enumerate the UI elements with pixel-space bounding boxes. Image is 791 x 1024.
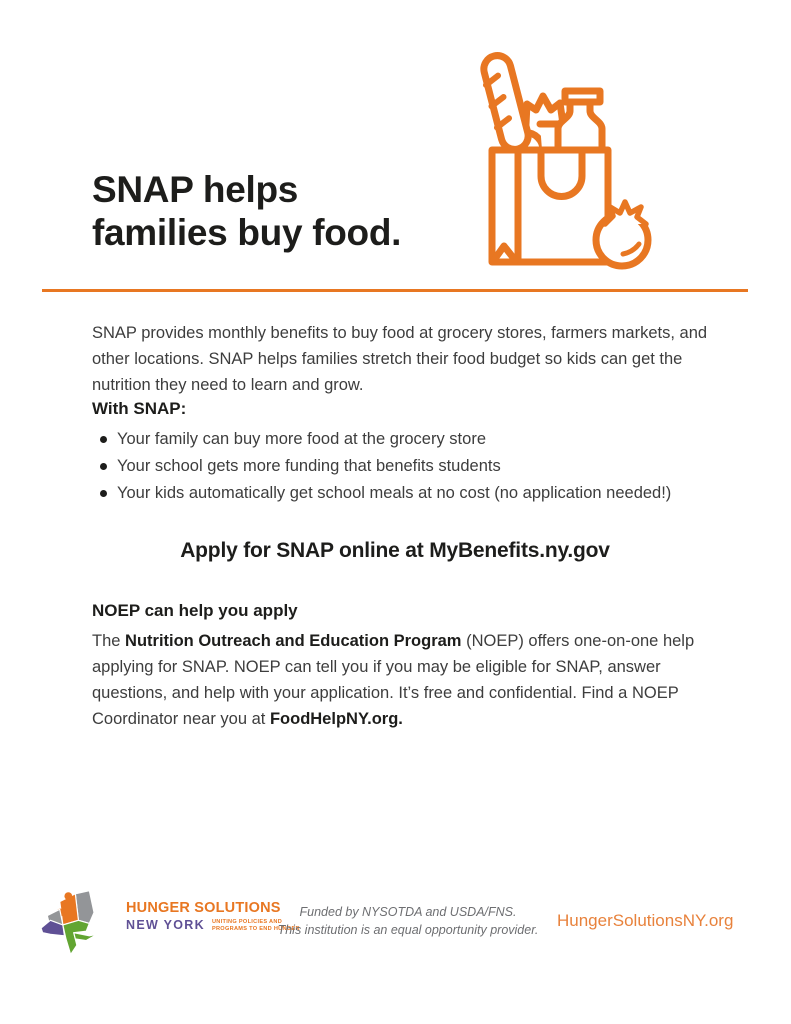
noep-foodhelp-url: FoodHelpNY.org. xyxy=(269,710,403,728)
website-link[interactable]: HungerSolutionsNY.org xyxy=(557,911,734,930)
list-item xyxy=(92,426,744,453)
snap-benefits-list xyxy=(92,426,744,507)
greens-icon xyxy=(526,96,563,124)
apply-online-callout: Apply for SNAP online at MyBenefits.ny.gov xyxy=(180,539,610,562)
bullet-dot xyxy=(100,463,107,470)
bullet-dot xyxy=(100,490,107,497)
baguette-icon xyxy=(479,53,531,153)
footer xyxy=(0,880,791,980)
logo-tagline-line2: PROGRAMS TO END HUNGER xyxy=(211,926,300,932)
logo-tagline-line1: UNITING POLICIES AND xyxy=(211,919,283,925)
noep-paragraph xyxy=(92,628,740,732)
with-snap-heading: With SNAP: xyxy=(92,399,187,418)
noep-program-name: Nutrition Outreach and Education Program xyxy=(125,632,462,650)
page-title-line1: SNAP helps xyxy=(92,169,299,210)
noep-text: (NOEP) offers one-on-one help applying for SNAP. NOEP can tell you if you may be eligible for SNAP, answer questions, and help with your application. It’s free and confidential. Find a NOEP Coordinator near you at xyxy=(92,632,695,728)
hunger-solutions-logo xyxy=(40,886,300,960)
funding-line1: Funded by NYSOTDA and USDA/FNS. xyxy=(299,905,517,919)
noep-text: The xyxy=(92,632,126,650)
list-item xyxy=(92,480,744,507)
ny-state-puzzle-icon xyxy=(40,886,120,960)
funding-line2: This institution is an equal opportunity provider. xyxy=(277,922,539,937)
tomato-leaves xyxy=(605,202,646,224)
list-item-text: Your kids automatically get school meals at no cost (no application needed!) xyxy=(117,484,672,502)
divider-rule xyxy=(42,289,748,292)
page-title xyxy=(92,168,401,254)
list-item-text: Your school gets more funding that benefits students xyxy=(117,457,501,475)
milk-bottle-icon xyxy=(558,102,602,150)
noep-heading: NOEP can help you apply xyxy=(92,601,298,620)
grocery-bag-icon xyxy=(460,40,680,280)
list-item xyxy=(92,453,744,480)
list-item-text: Your family can buy more food at the grocery store xyxy=(117,430,486,448)
logo-name-line1: HUNGER SOLUTIONS xyxy=(126,900,281,916)
page-title-line2: families buy food. xyxy=(92,212,402,253)
bullet-dot xyxy=(100,436,107,443)
intro-paragraph: SNAP provides monthly benefits to buy food at grocery stores, farmers markets, and other locations. SNAP helps families stretch their food budget so kids can get the nutrition they need to learn and grow. xyxy=(92,324,708,394)
bag-body xyxy=(492,150,608,262)
bottle-cap-icon xyxy=(565,91,600,102)
logo-name-line2: NEW YORK xyxy=(126,918,205,932)
funding-statement xyxy=(272,904,544,939)
